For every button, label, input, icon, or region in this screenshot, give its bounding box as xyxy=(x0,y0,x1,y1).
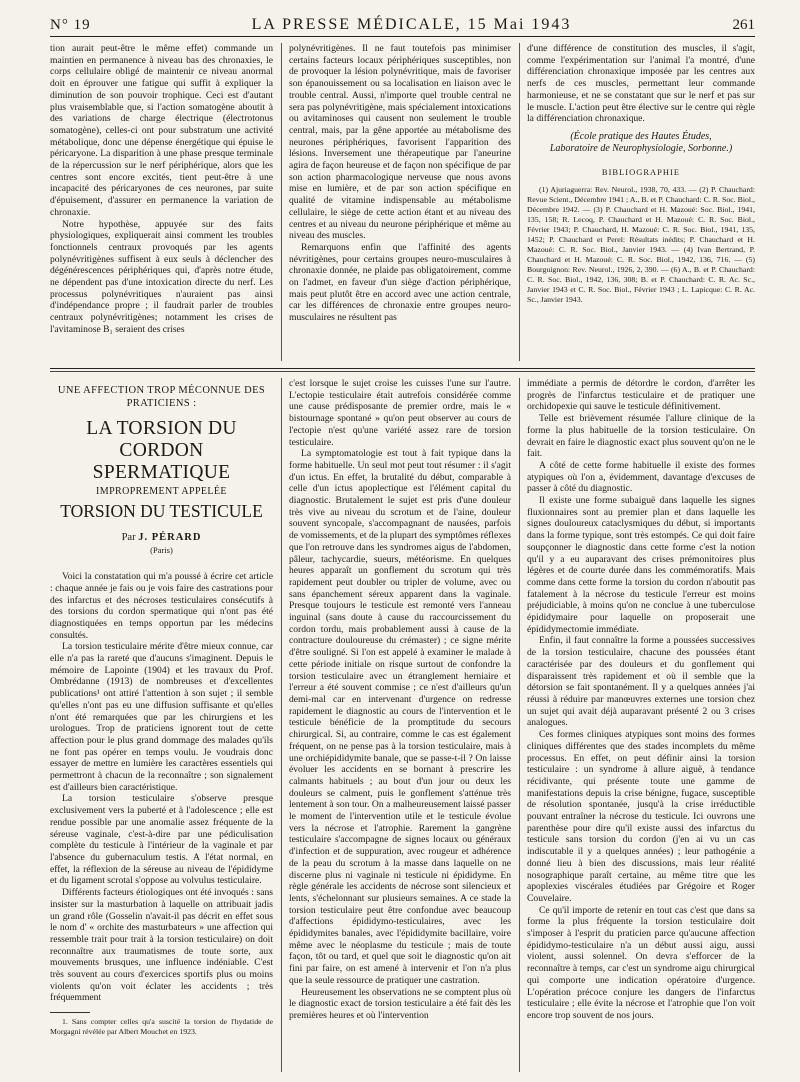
paragraph: La torsion testiculaire mérite d'être mieux connue, car elle n'a pas la rareté que d'aucuns s'imaginent. Depuis le mémoire de Lapointe (1904) et les travaux du Prof. Ombrédanne (1913) de nombreuses et d'excellentes publications¹ ont attiré l'attention à son sujet ; il semble qu'elles n'ont pas eu une diffusion suffisante et qu'elles n'ont été remarquées que par les chirurgiens et les urologues. Trop de praticiens ignorent tout de cette affection pour le plus grand dommage des malades qu'ils ne font pas opérer en temps voulu. Je voudrais donc essayer de mettre en lumière les caractères essentiels qui permettront à chacun de la reconnaître ; son signalement est d'ailleurs bien caractéristique. xyxy=(50,641,273,793)
paragraph: Notre hypothèse, appuyée sur des faits physiologiques, expliquerait ainsi comment les troubles fonctionnels centraux provoqués par les agents polynévritigènes suffisent à eux seuls à déclencher des dégénérescences périphériques qui, d'après notre étude, ne dépendent pas d'une intoxication directe du nerf. Les processus polynévritiques n'auraient pas ainsi d'indépendance propre ; il faudrait parler de troubles centraux polynévritigènes; notamment les crises de l'avitaminose B₁ seraient des crises xyxy=(50,218,273,335)
column-divider xyxy=(519,378,520,1072)
article-title-line: TORSION DU TESTICULE xyxy=(60,500,263,521)
article-title-line: SPERMATIQUE xyxy=(92,462,231,483)
paragraph: La symptomatologie est tout à fait typique dans la forme habituelle. Un seul mot peut tout résumer : il s'agit d'un ictus. En effet, la brutalité du début, comparable à celle d'un ictus apoplectique est l'élément capital du diagnostic. Brutalement le sujet est pris d'une douleur très vive au niveau du scrotum et de l'aine, douleur souvent syncopale, s'accompagnant de nausées, parfois de vomissements, et de la plupart des symptômes réflexes que l'on retrouve dans les syndromes aigus de l'abdomen, pâleur, tachycardie, sueurs, météorisme. En quelques heures apparaît un gonflement du scrotum qui très rapidement peut doubler ou tripler de volume, avec ou sans épanchement séreux apparent dans la vaginale. Presque toujours le testicule est remonté vers l'anneau inguinal (sans doute à cause du raccourcissement du cordon tordu, mais probablement aussi à cause de la contracture douloureuse du crémaster) ; ce signe mérite d'être souligné. Si l'on est appelé à examiner le malade à cette période initiale on risque surtout de confondre la torsion testiculaire avec un étranglement herniaire et l'erreur a été souvent commise ; ce n'est d'ailleurs qu'un demi-mal car en intervenant d'urgence on redresse rapidement le diagnostic au cours de l'intervention et le testicule bénéficie de la promptitude du secours chirurgical. Si, au contraire, comme le cas est également fréquent, on ne pense pas à la torsion testiculaire, mais à une orchiépididymite banale, que se passe-t-il ? On laisse évoluer les accidents en se bornant à prescrire les calmants habituels ; au bout d'un jour ou deux les douleurs se calment, puis le gonflement s'atténue très lentement à son tour. On a malheureusement laissé passer le moment de l'intervention utile et le testicule évolue vers la nécrose et l'atrophie. Rarement la gangrène testiculaire s'accompagne de signes locaux ou généraux d'infection et de suppuration, avec rougeur et adhérence de la peau du scrotum à la masse dans laquelle on ne discerne plus ni vaginale ni testicule ni épididyme. En règle générale les accidents de nécrose sont silencieux et lents, s'échelonnant sur plusieurs semaines. A ce stade la torsion testiculaire peut être confondue avec beaucoup d'affections épididymo-testiculaires, avec les épididymites banales, avec l'épididymite bacillaire, voire même avec le néoplasme du testicule ; mais de toute façon, tôt ou tard, et quel que soit le diagnostic qu'on ait fini par faire, on est amené à intervenir et l'on n'a plus que la seule ressource de pratiquer une castration. xyxy=(289,448,511,986)
section-divider xyxy=(50,371,755,372)
journal-title: LA PRESSE MÉDICALE, 15 Mai 1943 xyxy=(251,16,572,33)
paragraph: polynévritigènes. Il ne faut toutefois pas minimiser certains facteurs locaux périphériques susceptibles, non de provoquer la lésion polynévritique, mais de favoriser son épanouissement ou sa localisation en liaison avec le trouble central. Aussi, n'importe quel trouble central ne sera pas polynévritigène, mais spécialement intoxications ou avitaminoses qui causent non seulement le trouble central, mais, par la gêne apportée au métabolisme des neurones périphériques, favorisent l'apparition des lésions. Inversement une thérapeutique par l'aneurine agira de façon heureuse et de façon non spécifique de par son action pharmacologique nerveuse que nous avons mise en lumière, et de par son action spécifique en qualité de vitamine indispensable au métabolisme cellulaire, le siège de cette action étant et au niveau des centres et au niveau du neurone périphérique et même au niveau des muscles. xyxy=(289,43,511,242)
paragraph: Il existe une forme subaiguë dans laquelle les signes fluxionnaires sont au premier plan et dans laquelle les signes douloureux cataclysmiques du début, si importants dans la forme typique, sont très estompés. Ce qui doit faire soupçonner le diagnostic dans cette forme c'est la notion qu'il y a eu auparavant des crises prémonitoires plus légères et de courte durée dans les commémoratifs. Mais comme dans cette forme la torsion du cordon n'aboutit pas fatalement à la nécrose du testicule l'erreur est moins préjudiciable, à moins qu'on ne conclue à une tuberculose épididymaire pour laquelle on proposerait une épididymectomie immédiate. xyxy=(527,495,755,635)
author-name: J. PÉRARD xyxy=(138,531,202,543)
paragraph: Enfin, il faut connaître la forme a poussées successives de la torsion testiculaire, chacune des poussées étant caractérisée par des douleurs et du gonflement qui disparaissent très rapidement et où il semble que la détorsion se fait spontanément. Il y a quelques années j'ai réussi à réduire par manœuvres externes une torsion chez un sujet qui avait déjà auparavant présenté 2 ou 3 crises analogues. xyxy=(527,635,755,729)
byline-prefix: Par xyxy=(121,531,136,543)
author-city: (Paris) xyxy=(150,545,173,556)
article-byline xyxy=(50,532,273,544)
paragraph: d'une différence de constitution des muscles, il s'agit, comme l'expérimentation sur l'animal l'a montré, d'une différenciation chronaxique imposée par les centres aux nerfs de ces muscles, permettant leur commande harmonieuse, et ne se constatant que sur le nerf et pas sur le muscle. L'action peut être élective sur le centre qui règle la différenciation chronaxique. xyxy=(527,43,755,125)
article-title-line: LA TORSION DU CORDON xyxy=(86,418,237,461)
footnote: 1. Sans compter celles qu'a suscité la torsion de l'hydatide de Morgagni révélée par Albert Mouchet en 1923. xyxy=(50,1017,273,1036)
article-column-2 xyxy=(289,378,511,1072)
article-column-1 xyxy=(50,378,273,1072)
paragraph: Telle est brièvement résumée l'allure clinique de la forme la plus habituelle de la torsion testiculaire. On devrait en faire le diagnostic exact plus souvent qu'on ne le fait. xyxy=(527,413,755,460)
author-affiliation xyxy=(527,131,755,155)
article-subtitle: IMPROPREMENT APPELÉE xyxy=(96,486,227,497)
bibliography-title: BIBLIOGRAPHIE xyxy=(601,166,681,177)
paragraph: A côté de cette forme habituelle il existe des formes atypiques où l'on a, évidemment, davantage d'excuses de passer à côté du diagnostic. xyxy=(527,459,755,495)
paragraph: La torsion testiculaire s'observe presque exclusivement vers la puberté et à l'adolescence ; elle est rendue possible par une anomalie assez fréquente de la séreuse vaginale, c'est-à-dire par une pédiculisation complète du testicule à l'intérieur de la vaginale et par l'absence du gubernaculum testis. A l'état normal, en effet, la réflexion de la séreuse au niveau de l'épididyme et du ligament scrotal s'oppose au volvulus testiculaire. xyxy=(50,793,273,887)
column-divider xyxy=(281,378,282,1072)
column-divider xyxy=(519,43,520,361)
page-header xyxy=(50,14,755,37)
paragraph: Ces formes cliniques atypiques sont moins des formes cliniques différentes que des stades incomplets du même processus. En effet, on peut définir ainsi la torsion testiculaire : un syndrome à allure aiguë, à tendance récidivante, qui présente toute une gamme de manifestations depuis la crise bénigne, fugace, susceptible de résolution spontanée, jusqu'à la crise irréductible pouvant entraîner la nécrose du testicule. Ici ouvrons une parenthèse pour dire qu'il existe aussi des infarctus du testicule sans torsion du cordon (j'en ai vu un cas indiscutable il y a quelques années) ; leur pathogénie a donné lieu à bien des discussions, mais leur réalité nosographique paraît certaine, au même titre que les apoplexies viscérales étudiées par Grégoire et Roger Couvelaire. xyxy=(527,729,755,904)
article-column-3 xyxy=(527,378,755,1072)
column-divider xyxy=(281,43,282,361)
paragraph: Heureusement les observations ne se comptent plus où le diagnostic exact de torsion testiculaire a été fait dès les premières heures et où l'intervention xyxy=(289,986,511,1021)
article-title-block xyxy=(50,384,273,557)
paragraph: Différents facteurs étiologiques ont été invoqués : sans insister sur la masturbation à laquelle on attribuait jadis un grand rôle (Gosselin n'avait-il pas décrit en effet sous le nom d' « orchite des masturbateurs » une affection qui ressemble trait pour trait à la torsion testiculaire) on doit reconnaître aux traumatismes de toute sorte, aux mouvements brusques, une influence indéniable. C'est très souvent au cours d'exercices sportifs plus ou moins violents qu'on voit éclater les accidents ; très fréquemment xyxy=(50,887,273,1004)
affiliation-line: Laboratoire de Neurophysiologie, Sorbonne.) xyxy=(549,142,733,154)
bibliography-text: (1) Ajuriaguerra: Rev. Neurol., 1938, 70, 433. — (2) P. Chauchard: Revue Scient., Décembre 1941 ; A., B. et P. Chauchard: C. R. Soc. Biol., Décembre 1942. — (3) P. Chauchard et H. Mazoué: Soc. Biol., 1941, 135, 158; R. Lecoq, P. Chauchard et H. Mazoué: C. R. Soc. Biol., Février 1943; P. Chauchard, H. Mazoué: C. R. Soc. Biol., 1941, 135, 1452; P. Chauchard et Perel: Résultats inédits; P. Chauchard et H. Mazoué: C. R. Soc. Biol., Janvier 1943. — (4) Ivan Bertrand, P. Chauchard et H. Mazoué: C. R. Soc. Biol., 1942, 136, 716. — (5) Bourguignon: Rev. Neurol., 1926, 2, 390. — (6) A., B. et P. Chauchard: C. R. Soc. Biol., 1942, 136, 308; B. et P. Chauchard: C. R. Ac. Sc., Janvier 1943 et C. R. Soc. Biol., Février 1943 ; L. Lapicque: C. R. Ac. Sc., Janvier 1943. xyxy=(527,184,755,304)
paragraph: Voici la constatation qui m'a poussé à écrire cet article : chaque année je fais ou je vois faire des castrations pour des infarctus et des nécroses testiculaires consécutifs à des torsions du cordon spermatique qui n'ont pas été diagnostiquées en temps opportun par les médecins consultés. xyxy=(50,571,273,641)
affiliation-line: (École pratique des Hautes Études, xyxy=(570,130,712,142)
paragraph: Ce qu'il importe de retenir en tout cas c'est que dans sa forme la plus fréquente la torsion testiculaire doit s'imposer à l'esprit du praticien parce qu'aucune affection épididymo-testiculaire n'a un début aussi aigu, aussi violent, aussi solennel. On devra s'efforcer de la reconnaître à temps, car c'est un syndrome aigu chirurgical qui comporte une indication opératoire d'urgence. L'opération précoce conjure les dangers de l'infarctus testiculaire ; elle évite la nécrose et l'atrophie que l'on voit encore trop souvent de nos jours. xyxy=(527,904,755,1021)
paragraph: tion aurait peut-être le même effet) commande un maintien en permanence à niveau bas des chronaxies, le corps cellulaire obligé de maintenir ce niveau anormal doit en éprouver une fatigue qui suffit à expliquer la diminution de son pouvoir trophique. Ceci est d'autant plus vraisemblable que, si l'action somatogène aboutit à des variations de charge électrique (électrotonus somatogène), celles-ci ont pour substratum une activité métabolique, donc une dépense énergétique qui épuise le péricaryone. La disparition à une phase presque terminale de la répercussion sur le nerf périphérique, alors que les centres sont encore excités, tient peut-être à une incapacité des péricaryones de ces neurones, par suite d'épuisement, d'assurer en permanence la variation de chronaxie. xyxy=(50,43,273,218)
paragraph: Remarquons enfin que l'affinité des agents névritigènes, pour certains groupes neuro-musculaires à chronaxie donnée, ne plaide pas obligatoirement, comme on l'admet, en faveur d'un siège d'action périphérique, mais peut plutôt être en accord avec une action centrale, car les différences de chronaxie entre groupes neuro-musculaires ne résultent pas xyxy=(289,241,511,324)
paragraph: immédiate a permis de détordre le cordon, d'arrêter les progrès de l'infarctus testiculaire et de pratiquer une orchidopexie qui sauve le testicule définitivement. xyxy=(527,378,755,413)
article-kicker: UNE AFFECTION TROP MÉCONNUE DES PRATICIENS : xyxy=(57,385,266,409)
top-column-3 xyxy=(527,43,755,361)
page-number: 261 xyxy=(732,16,755,33)
issue-number: N° 19 xyxy=(50,16,91,33)
top-column-1 xyxy=(50,43,273,361)
paragraph: c'est lorsque le sujet croise les cuisses l'une sur l'autre. L'ectopie testiculaire était autrefois considérée comme une cause prédisposante de premier ordre, mais le « bistournage spontané » qu'on peut observer au cours de l'ectopie n'est qu'une variété assez rare de torsion testiculaire. xyxy=(289,378,511,448)
section-divider xyxy=(50,368,755,369)
footnote-divider xyxy=(50,1012,90,1013)
top-column-2 xyxy=(289,43,511,361)
